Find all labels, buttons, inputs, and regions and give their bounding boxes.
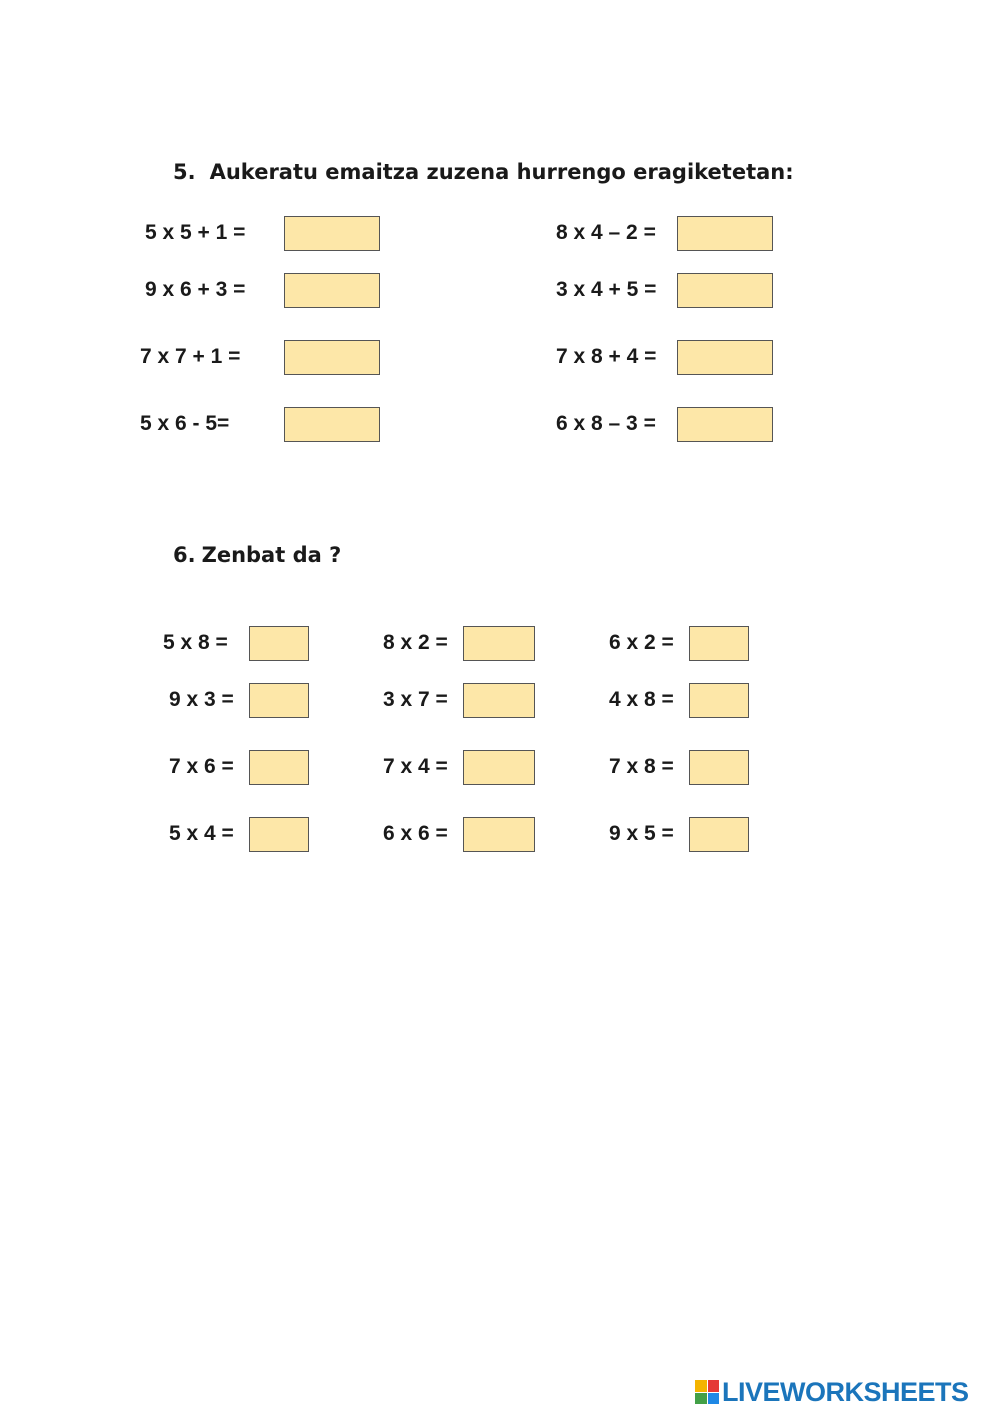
answer-input[interactable]: [463, 750, 535, 785]
equation-label: 7 x 6 =: [169, 755, 234, 778]
answer-input[interactable]: [284, 340, 380, 375]
equation-label: 8 x 4 – 2 =: [556, 221, 656, 244]
equation-label: 7 x 4 =: [383, 755, 448, 778]
logo-square: [708, 1393, 720, 1405]
logo-mark-icon: [695, 1380, 719, 1404]
logo-square: [695, 1380, 707, 1392]
answer-input[interactable]: [463, 626, 535, 661]
answer-input[interactable]: [249, 817, 309, 852]
equation-label: 3 x 7 =: [383, 688, 448, 711]
section-5-heading: [173, 160, 794, 184]
section-6-title: Zenbat da ?: [201, 543, 342, 567]
equation-label: 6 x 6 =: [383, 822, 448, 845]
answer-input[interactable]: [284, 407, 380, 442]
equation-label: 7 x 8 =: [609, 755, 674, 778]
equation-label: 7 x 8 + 4 =: [556, 345, 657, 368]
answer-input[interactable]: [463, 817, 535, 852]
equation-label: 9 x 3 =: [169, 688, 234, 711]
answer-input[interactable]: [689, 750, 749, 785]
answer-input[interactable]: [249, 683, 309, 718]
answer-input[interactable]: [463, 683, 535, 718]
answer-input[interactable]: [689, 626, 749, 661]
equation-label: 5 x 4 =: [169, 822, 234, 845]
equation-label: 3 x 4 + 5 =: [556, 278, 657, 301]
logo-square: [695, 1393, 707, 1405]
section-6-heading: [173, 543, 341, 567]
section-5-title: Aukeratu emaitza zuzena hurrengo eragiketetan:: [209, 160, 794, 184]
answer-input[interactable]: [677, 340, 773, 375]
answer-input[interactable]: [677, 407, 773, 442]
answer-input[interactable]: [249, 750, 309, 785]
answer-input[interactable]: [284, 216, 380, 251]
answer-input[interactable]: [689, 817, 749, 852]
equation-label: 9 x 5 =: [609, 822, 674, 845]
equation-label: 6 x 8 – 3 =: [556, 412, 656, 435]
brand-name: LIVEWORKSHEETS: [722, 1376, 969, 1407]
answer-input[interactable]: [677, 216, 773, 251]
section-6-number: 6.: [173, 543, 196, 567]
logo-square: [708, 1380, 720, 1392]
equation-label: 5 x 6 - 5=: [140, 412, 230, 435]
equation-label: 4 x 8 =: [609, 688, 674, 711]
answer-input[interactable]: [284, 273, 380, 308]
liveworksheets-logo: [695, 1375, 969, 1409]
equation-label: 8 x 2 =: [383, 631, 448, 654]
equation-label: 5 x 8 =: [163, 631, 228, 654]
equation-label: 6 x 2 =: [609, 631, 674, 654]
answer-input[interactable]: [249, 626, 309, 661]
section-5-number: 5.: [173, 160, 196, 184]
equation-label: 9 x 6 + 3 =: [145, 278, 246, 301]
equation-label: 5 x 5 + 1 =: [145, 221, 246, 244]
answer-input[interactable]: [689, 683, 749, 718]
answer-input[interactable]: [677, 273, 773, 308]
equation-label: 7 x 7 + 1 =: [140, 345, 241, 368]
